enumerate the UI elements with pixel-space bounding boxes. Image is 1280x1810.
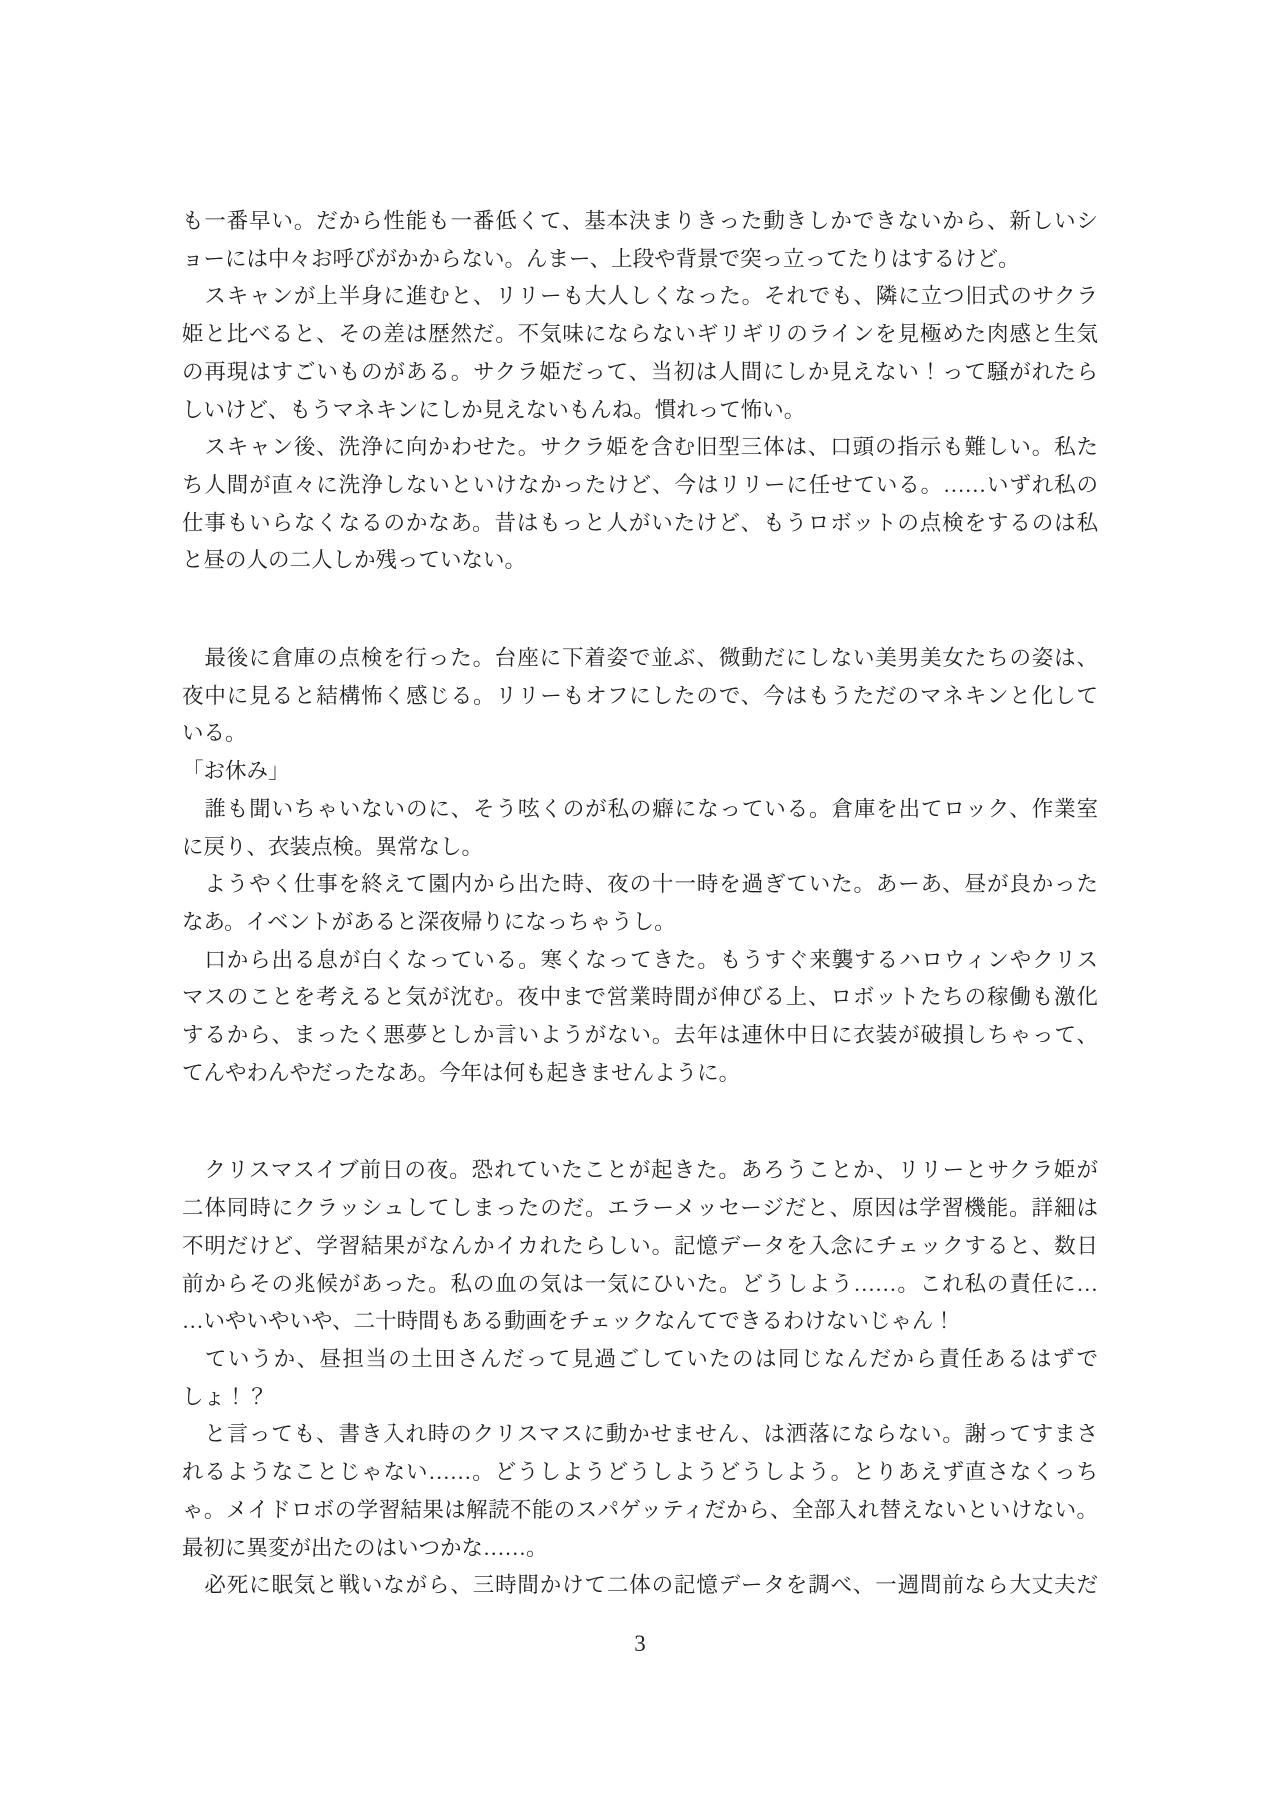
text-line: 必死に眠気と戦いながら、三時間かけて二体の記憶データを調べ、一週間前なら大丈夫だ [182, 1573, 1098, 1598]
text-line: マスのことを考えると気が沈む。夜中まで営業時間が伸びる上、ロボットたちの稼働も激化 [182, 985, 1098, 1010]
text-line: ち人間が直々に洗浄しないといけなかったけど、今はリリーに任せている。……いずれ私の [182, 472, 1098, 497]
text-line: ていうか、昼担当の土田さんだって見過ごしていたのは同じなんだから責任あるはずで [182, 1346, 1098, 1371]
text-line: クリスマスイブ前日の夜。恐れていたことが起きた。あろうことか、リリーとサクラ姫が [182, 1158, 1098, 1183]
text-line: 姫と比べると、その差は歴然だ。不気味にならないギリギリのラインを見極めた肉感と生気 [182, 322, 1098, 347]
text-line: ゃ。メイドロボの学習結果は解読不能のスパゲッティだから、全部入れ替えないといけない。 [182, 1497, 1098, 1522]
text-line: ようやく仕事を終えて園内から出た時、夜の十一時を過ぎていた。あーあ、昼が良かった [182, 872, 1098, 897]
text-line: 最初に異変が出たのはいつかな……。 [182, 1535, 548, 1560]
text-line: スキャンが上半身に進むと、リリーも大人しくなった。それでも、隣に立つ旧式のサクラ [182, 284, 1098, 309]
text-line: 最後に倉庫の点検を行った。台座に下着姿で並ぶ、微動だにしない美男美女たちの姿は、 [182, 646, 1098, 671]
text-line: いる。 [182, 721, 247, 746]
paragraph [182, 203, 1098, 580]
text-line: ョーには中々お呼びがかからない。んまー、上段や背景で突っ立ってたりはするけど。 [182, 246, 1020, 271]
paragraph [182, 640, 1098, 1092]
text-line: 夜中に見ると結構怖く感じる。リリーもオフにしたので、今はもうただのマネキンと化して [182, 683, 1098, 708]
text-line: も一番早い。だから性能も一番低くて、基本決まりきった動きしかできないから、新しいシ [182, 209, 1098, 233]
text-line: …いやいやいや、二十時間もある動画をチェックなんてできるわけないじゃん！ [182, 1309, 955, 1334]
page-text-block [182, 203, 1098, 1605]
text-line: 前からその兆候があった。私の血の気は一気にひいた。どうしよう……。これ私の責任に… [182, 1271, 1098, 1296]
text-line: 誰も聞いちゃいないのに、そう呟くのが私の癖になっている。倉庫を出てロック、作業室 [182, 796, 1098, 821]
text-line: するから、まったく悪夢としか言いようがない。去年は連休中日に衣装が破損しちゃって、 [182, 1023, 1098, 1048]
text-line: と言っても、書き入れ時のクリスマスに動かせません、は洒落にならない。謝ってすまさ [182, 1422, 1098, 1447]
text-line: と昼の人の二人しか残っていない。 [182, 548, 527, 573]
text-line: しょ！？ [182, 1384, 269, 1409]
text-line: の再現はすごいものがある。サクラ姫だって、当初は人間にしか見えない！って騒がれたら [182, 359, 1098, 384]
text-line: しいけど、もうマネキンにしか見えないもんね。慣れって怖い。 [182, 397, 806, 422]
text-line: スキャン後、洗浄に向かわせた。サクラ姫を含む旧型三体は、口頭の指示も難しい。私た [182, 435, 1098, 460]
text-line: てんやわんやだったなあ。今年は何も起きませんように。 [182, 1060, 741, 1085]
paragraph [182, 1152, 1098, 1604]
text-line: に戻り、衣装点検。異常なし。 [182, 834, 484, 859]
text-line: なあ。イベントがあると深夜帰りになっちゃうし。 [182, 909, 676, 934]
text-line: 二体同時にクラッシュしてしまったのだ。エラーメッセージだと、原因は学習機能。詳細は [182, 1196, 1098, 1221]
text-line: 仕事もいらなくなるのかなあ。昔はもっと人がいたけど、もうロボットの点検をするのは私 [182, 510, 1098, 535]
text-line: れるようなことじゃない……。どうしようどうしようどうしよう。とりあえず直さなくっち [182, 1460, 1098, 1485]
text-line: 「お休み」 [182, 759, 290, 784]
text-line: 不明だけど、学習結果がなんかイカれたらしい。記憶データを入念にチェックすると、数日 [182, 1233, 1098, 1258]
text-line: 口から出る息が白くなっている。寒くなってきた。もうすぐ来襲するハロウィンやクリス [182, 947, 1098, 972]
page-number: 3 [634, 1631, 646, 1656]
